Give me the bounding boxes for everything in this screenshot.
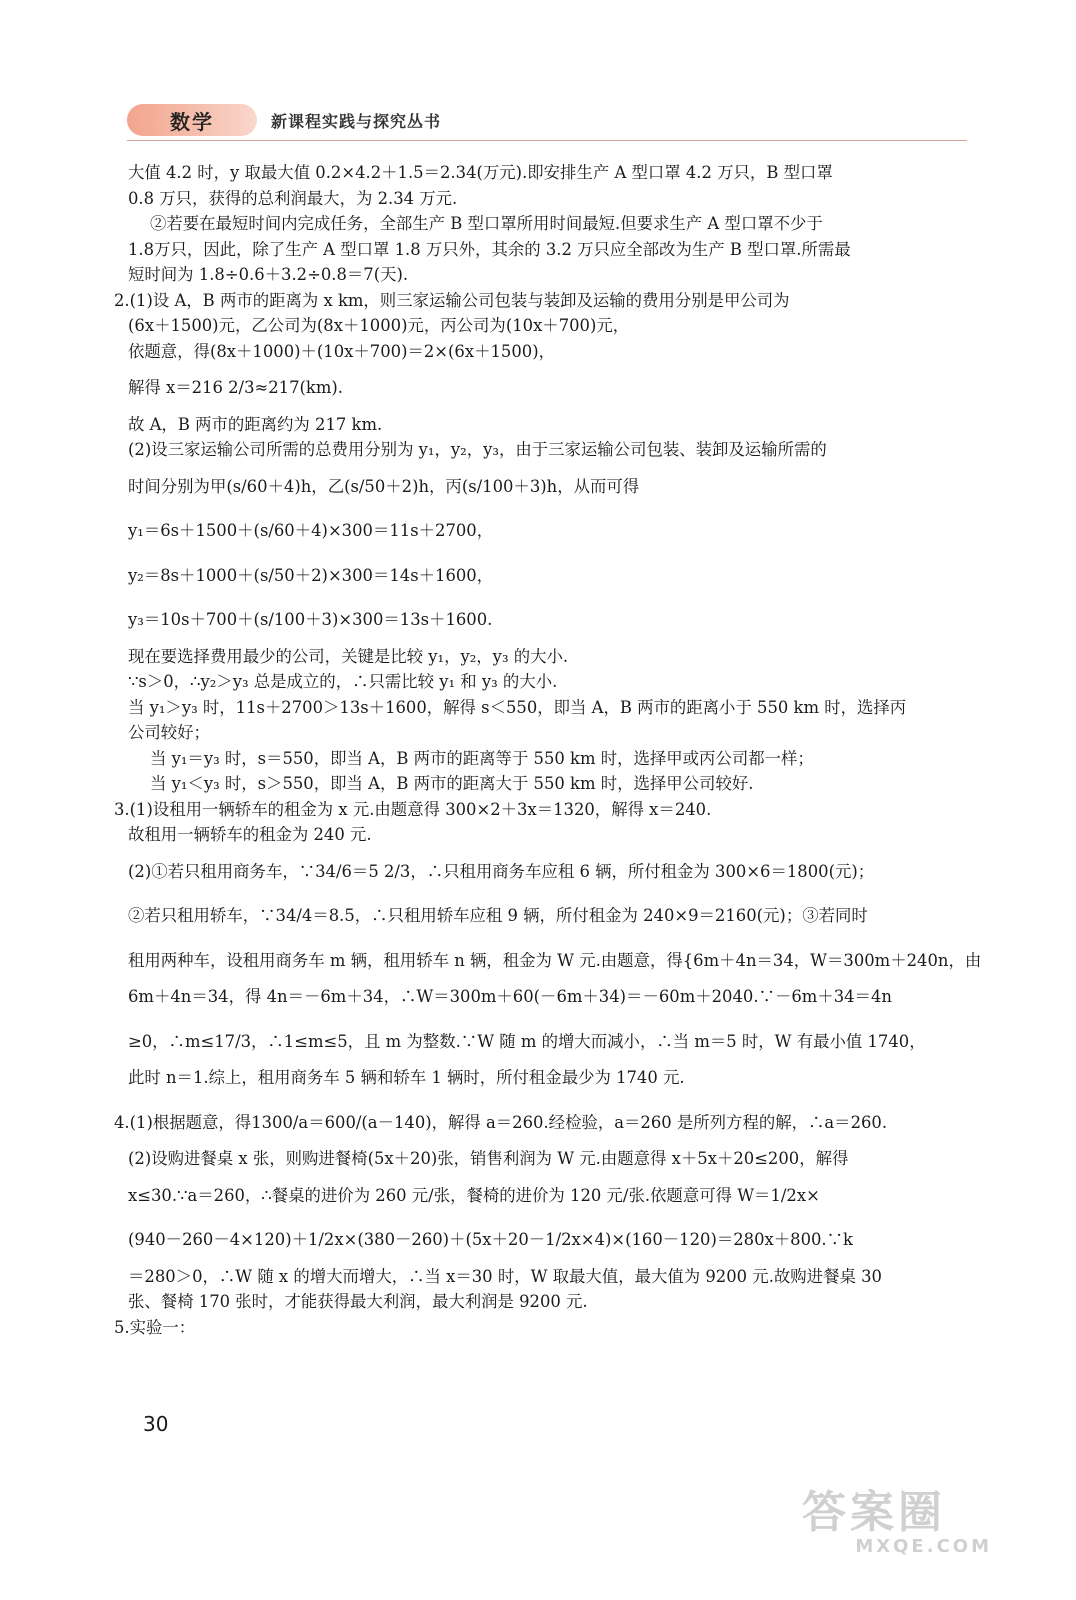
line-spacer [128, 1010, 968, 1029]
problem-start-line: 3.(1)设租用一辆轿车的租金为 x 元.由题意得 300×2＋3x＝1320，解得 x＝240. [114, 799, 712, 819]
text-line: 现在要选择费用最少的公司，关键是比较 y₁，y₂，y₃ 的大小. [128, 646, 569, 666]
text-line: ∵s＞0，∴y₂＞y₃ 总是成立的，∴只需比较 y₁ 和 y₃ 的大小. [128, 672, 558, 691]
text-line: ≥0，∴m≤17/3，∴1≤m≤5，且 m 为整数.∵W 随 m 的增大而减小，∴当 m＝5 时，W 有最小值 1740， [128, 1031, 926, 1051]
text-line: 张、餐椅 170 张时，才能获得最大利润，最大利润是 9200 元. [128, 1292, 588, 1311]
text-line: (2)设购进餐桌 x 张，则购进餐椅(5x＋20)张，销售利润为 W 元.由题意得 x＋5x＋20≤200，解得 [128, 1149, 849, 1168]
line-spacer [128, 499, 968, 518]
text-line: (2)设三家运输公司所需的总费用分别为 y₁，y₂，y₃，由于三家运输公司包装、装卸及运输所需的 [128, 440, 827, 459]
text-line: 1.8万只，因此，除了生产 A 型口罩 1.8 万只外，其余的 3.2 万只应全部改为生产 B 型口罩.所需最 [128, 239, 851, 259]
line-spacer [128, 884, 968, 903]
text-line: 故租用一辆轿车的租金为 240 元. [128, 825, 372, 844]
text-line: 大值 4.2 时，y 取最大值 0.2×4.2＋1.5＝2.34(万元).即安排生产 A 型口罩 4.2 万只，B 型口罩 [128, 163, 833, 182]
text-line: 时间分别为甲(s/60＋4)h，乙(s/50＋2)h，丙(s/100＋3)h，从而可得 [128, 476, 640, 496]
subject-tab: 数学 [127, 104, 257, 136]
line-spacer [128, 401, 968, 412]
watermark [802, 1487, 992, 1560]
text-line: ＝280＞0，∴W 随 x 的增大而增大，∴当 x＝30 时，W 取最大值，最大值为 9200 元.故购进餐桌 30 [128, 1266, 882, 1286]
header-rule [127, 140, 967, 141]
line-spacer [128, 364, 968, 375]
line-spacer [128, 463, 968, 474]
line-spacer [128, 1091, 968, 1110]
text-line: 当 y₁＞y₃ 时，11s＋2700＞13s＋1600，解得 s＜550，即当 A，B 两市的距离小于 550 km 时，选择丙 [128, 697, 907, 717]
text-line: 此时 n＝1.综上，租用商务车 5 辆和轿车 1 辆时，所付租金最少为 1740 元. [128, 1068, 685, 1087]
text-line: 当 y₁＜y₃ 时，s＞550，即当 A，B 两市的距离大于 550 km 时，选择甲公司较好. [150, 774, 754, 793]
text-line: 解得 x＝216 2/3≈217(km). [128, 378, 343, 397]
problem-start-line: 4.(1)根据题意，得1300/a＝600/(a－140)，解得 a＝260.经检验，a＝260 是所列方程的解，∴a＝260. [114, 1112, 888, 1132]
text-line: 依题意，得(8x＋1000)＋(10x＋700)＝2×(6x＋1500)， [128, 341, 555, 361]
text-line: 6m＋4n＝34，得 4n＝－6m＋34，∴W＝300m＋60(－6m＋34)＝－60m＋2040.∵－6m＋34＝4n [128, 987, 892, 1006]
text-line: 故 A，B 两市的距离约为 217 km. [128, 414, 383, 434]
line-spacer [128, 1208, 968, 1227]
line-spacer [128, 633, 968, 644]
line-spacer [128, 1135, 968, 1146]
line-spacer [128, 848, 968, 859]
watermark-logo: 答案圈 [802, 1487, 946, 1538]
page-header [127, 103, 441, 137]
solution-text [114, 160, 982, 1340]
text-line: (6x＋1500)元，乙公司为(8x＋1000)元，丙公司为(10x＋700)元， [128, 316, 630, 335]
text-line: (2)①若只租用商务车，∵34/6＝5 2/3，∴只租用商务车应租 6 辆，所付租金为 300×6＝1800(元)； [128, 861, 875, 881]
text-line: y₁＝6s＋1500＋(s/60＋4)×300＝11s＋2700， [128, 521, 494, 540]
line-spacer [128, 973, 968, 984]
line-spacer [128, 1054, 968, 1065]
line-spacer [128, 1253, 968, 1264]
text-line: y₂＝8s＋1000＋(s/50＋2)×300＝14s＋1600， [128, 565, 494, 585]
text-line: 租用两种车，设租用商务车 m 辆，租用轿车 n 辆，租金为 W 元.由题意，得{6m＋4n＝34，W＝300m＋240n，由 [128, 950, 982, 970]
text-line: x≤30.∵a＝260，∴餐桌的进价为 260 元/张，餐椅的进价为 120 元/张.依题意可得 W＝1/2x× [128, 1185, 820, 1205]
problem-start-line: 2.(1)设 A，B 两市的距离为 x km，则三家运输公司包装与装卸及运输的费用分别是甲公司为 [114, 290, 790, 310]
text-line: ②若只租用轿车，∵34/4＝8.5，∴只租用轿车应租 9 辆，所付租金为 240×9＝2160(元)；③若同时 [128, 906, 868, 925]
line-spacer [128, 929, 968, 948]
text-line: y₃＝10s＋700＋(s/100＋3)×300＝13s＋1600. [128, 610, 493, 629]
line-spacer [128, 1172, 968, 1183]
text-line: (940－260－4×120)＋1/2x×(380－260)＋(5x＋20－1/2x×4)×(160－120)＝280x＋800.∵k [128, 1230, 853, 1249]
line-spacer [128, 544, 968, 563]
text-line: 当 y₁＝y₃ 时，s＝550，即当 A，B 两市的距离等于 550 km 时，选择甲或丙公司都一样； [150, 748, 814, 768]
text-line: 短时间为 1.8÷0.6＋3.2÷0.8＝7(天). [128, 265, 409, 284]
series-title: 新课程实践与探究丛书 [271, 111, 442, 131]
watermark-domain: MXQE.COM [855, 1536, 992, 1557]
problem-start-line: 5.实验一： [114, 1317, 196, 1337]
text-line: 公司较好； [128, 723, 210, 742]
text-line: ②若要在最短时间内完成任务，全部生产 B 型口罩所用时间最短.但要求生产 A 型口罩不少于 [150, 214, 823, 233]
line-spacer [128, 588, 968, 607]
text-line: 0.8 万只，获得的总利润最大，为 2.34 万元. [128, 188, 458, 208]
page-number: 30 [143, 1412, 169, 1436]
